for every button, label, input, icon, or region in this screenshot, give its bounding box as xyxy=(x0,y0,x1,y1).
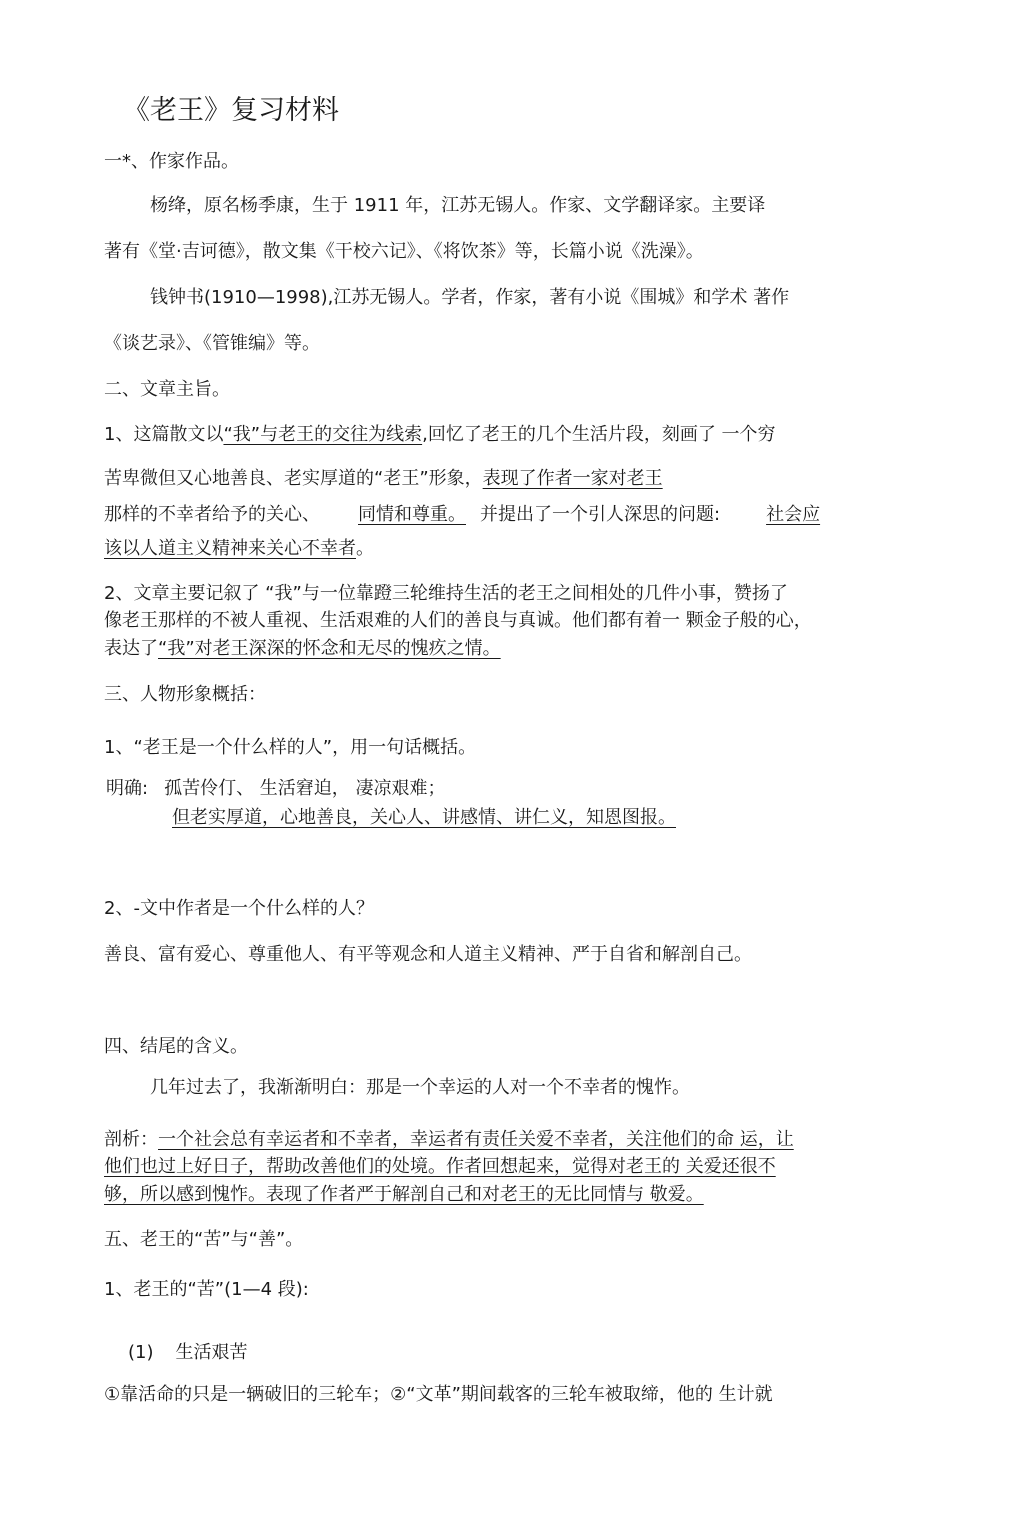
analysis-line xyxy=(104,1155,776,1179)
answer-1-line xyxy=(172,806,676,830)
subsection-heading: 1、老王的“苦”(1—4 段): xyxy=(104,1279,309,1300)
underlined-text: 该以人道主义精神来关心不幸者 xyxy=(104,538,356,559)
page-title: 《老王》复习材料 xyxy=(123,95,339,126)
text-span: 孤苦伶仃、 生活窘迫， 凄凉艰难； xyxy=(164,778,446,799)
list-item xyxy=(128,1341,248,1365)
theme-item-1-line xyxy=(104,467,663,491)
section-heading-ending: 四、结尾的含义。 xyxy=(104,1036,248,1057)
text-span: 。 xyxy=(356,538,374,559)
underlined-text: 够，所以感到愧怍。表现了作者严于解剖自己和对老王的无比同情与 敬爱。 xyxy=(104,1184,704,1205)
text-span: 那样的不幸者给予的关心、 xyxy=(104,504,320,525)
question-2: 2、-文中作者是一个什么样的人？ xyxy=(104,898,374,919)
underlined-text: 一个社会总有幸运者和不幸者，幸运者有责任关爱不幸者，关注他们的命 运，让 xyxy=(158,1129,794,1150)
item-number: (1) xyxy=(128,1342,154,1363)
body-line: ①靠活命的只是一辆破旧的三轮车；②“文革”期间载客的三轮车被取缔，他的 生计就 xyxy=(104,1384,773,1405)
theme-item-2-line: 2、文章主要记叙了 “我”与一位靠蹬三轮维持生活的老王之间相处的几件小事，赞扬了 xyxy=(104,583,788,604)
text-span: 并提出了一个引人深思的问题: xyxy=(480,504,721,525)
answer-1-line xyxy=(106,777,446,801)
author-paragraph-line: 杨绛，原名杨季康，生于 1911 年，江苏无锡人。作家、文学翻译家。主要译 xyxy=(150,195,766,216)
underlined-text: 社会应 xyxy=(766,504,821,525)
theme-item-1-line xyxy=(104,503,820,527)
underlined-text: 同情和尊重。 xyxy=(358,504,466,525)
author-paragraph-line: 著有《堂·吉诃德》，散文集《干校六记》、《将饮茶》等，长篇小说《洗澡》。 xyxy=(104,241,704,262)
analysis-line xyxy=(104,1128,794,1152)
section-heading-author: 一*、作家作品。 xyxy=(104,151,239,172)
answer-label: 明确: xyxy=(106,778,149,799)
theme-item-2-line: 像老王那样的不被人重视、生活艰难的人们的善良与真诚。他们都有着一 颗金子般的心， xyxy=(104,610,812,631)
author-paragraph-line: 钱钟书(1910—1998),江苏无锡人。学者，作家，著有小说《围城》和学术 著作 xyxy=(150,287,790,308)
question-1: 1、“老王是一个什么样的人”，用一句话概括。 xyxy=(104,737,477,758)
underlined-text: “我”与老王的交往为线索 xyxy=(223,424,423,445)
theme-item-1-line xyxy=(104,537,374,561)
underlined-text: 但老实厚道，心地善良，关心人、讲感情、讲仁义，知恩图报。 xyxy=(172,807,676,828)
analysis-line xyxy=(104,1183,704,1207)
answer-2: 善良、富有爱心、尊重他人、有平等观念和人道主义精神、严于自省和解剖自己。 xyxy=(104,944,752,965)
ending-quote: 几年过去了，我渐渐明白：那是一个幸运的人对一个不幸者的愧怍。 xyxy=(150,1077,690,1098)
underlined-text: 表现了作者一家对老王 xyxy=(482,468,663,489)
underlined-text: 他们也过上好日子，帮助改善他们的处境。作者回想起来，觉得对老王的 关爱还很不 xyxy=(104,1156,776,1177)
theme-item-1-line xyxy=(104,423,776,447)
theme-item-2-line xyxy=(104,637,501,661)
section-heading-characters: 三、人物形象概括： xyxy=(104,684,266,705)
text-span: 剖析： xyxy=(104,1129,158,1150)
section-heading-theme: 二、文章主旨。 xyxy=(104,379,230,400)
text-span: 表达了 xyxy=(104,638,158,659)
text-span: ,回忆了老王的几个生活片段，刻画了 一个穷 xyxy=(422,424,776,445)
text-span: 苦卑微但又心地善良、老实厚道的“老王”形象， xyxy=(104,468,483,489)
text-span: 1、这篇散文以 xyxy=(104,424,224,445)
section-heading-suffering-goodness: 五、老王的“苦”与“善”。 xyxy=(104,1229,304,1250)
underlined-text: “我”对老王深深的怀念和无尽的愧疚之情。 xyxy=(158,638,501,659)
text-span: 生活艰苦 xyxy=(175,1342,248,1363)
author-paragraph-line: 《谈艺录》、《管锥编》等。 xyxy=(104,333,320,354)
